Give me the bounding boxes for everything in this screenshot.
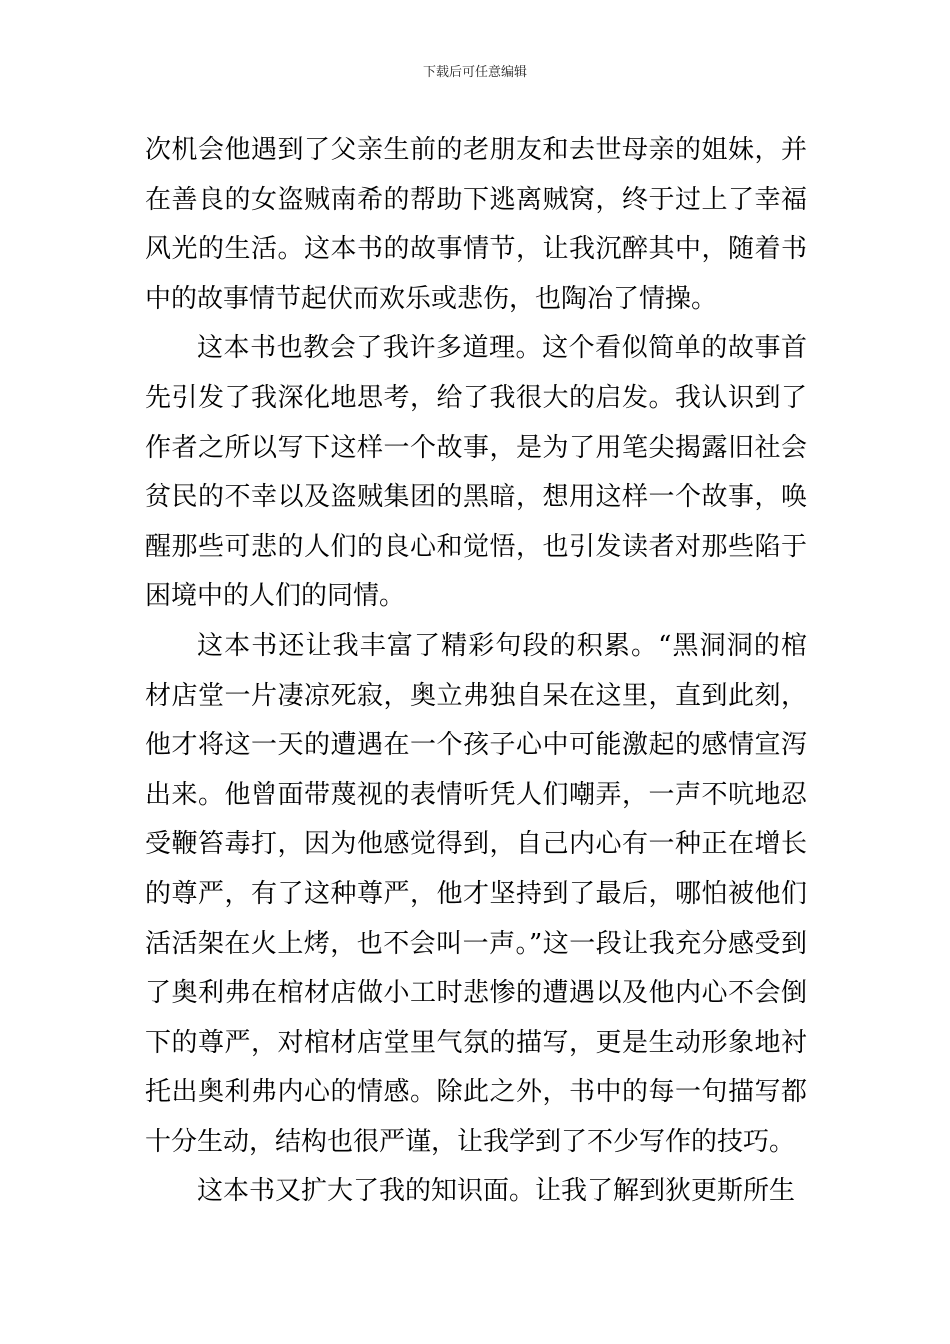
document-body [145, 126, 807, 1217]
paragraph-passages: 这本书还让我丰富了精彩句段的积累。“黑洞洞的棺材店堂一片凄凉死寂，奥立弗独自呆在这里，直到此刻，他才将这一天的遭遇在一个孩子心中可能激起的感情宣泻出来。他曾面带蔑视的表情听凭人们嘲弄，一声不吭地忍受鞭笞毒打，因为他感觉得到，自己内心有一种正在增长的尊严，有了这种尊严，他才坚持到了最后，哪怕被他们活活架在火上烤，也不会叫一声。”这一段让我充分感受到了奥利弗在棺材店做小工时悲惨的遭遇以及他内心不会倒下的尊严，对棺材店堂里气氛的描写，更是生动形象地衬托出奥利弗内心的情感。除此之外，书中的每一句描写都十分生动，结构也很严谨，让我学到了不少写作的技巧。 [145, 630, 807, 1157]
page-header: 下载后可任意编辑 [422, 65, 527, 80]
paragraph-lessons: 这本书也教会了我许多道理。这个看似简单的故事首先引发了我深化地思考，给了我很大的启发。我认识到了作者之所以写下这样一个故事，是为了用笔尖揭露旧社会贫民的不幸以及盗贼集团的黑暗，想用这样一个故事，唤醒那些可悲的人们的良心和觉悟，也引发读者对那些陷于困境中的人们的同情。 [145, 333, 807, 612]
paragraph-continued: 次机会他遇到了父亲生前的老朋友和去世母亲的姐妹，并在善良的女盗贼南希的帮助下逃离贼窝，终于过上了幸福风光的生活。这本书的故事情节，让我沉醉其中，随着书中的故事情节起伏而欢乐或悲伤，也陶冶了情操。 [145, 135, 807, 314]
paragraph-knowledge: 这本书又扩大了我的知识面。让我了解到狄更斯所生 [197, 1176, 796, 1207]
